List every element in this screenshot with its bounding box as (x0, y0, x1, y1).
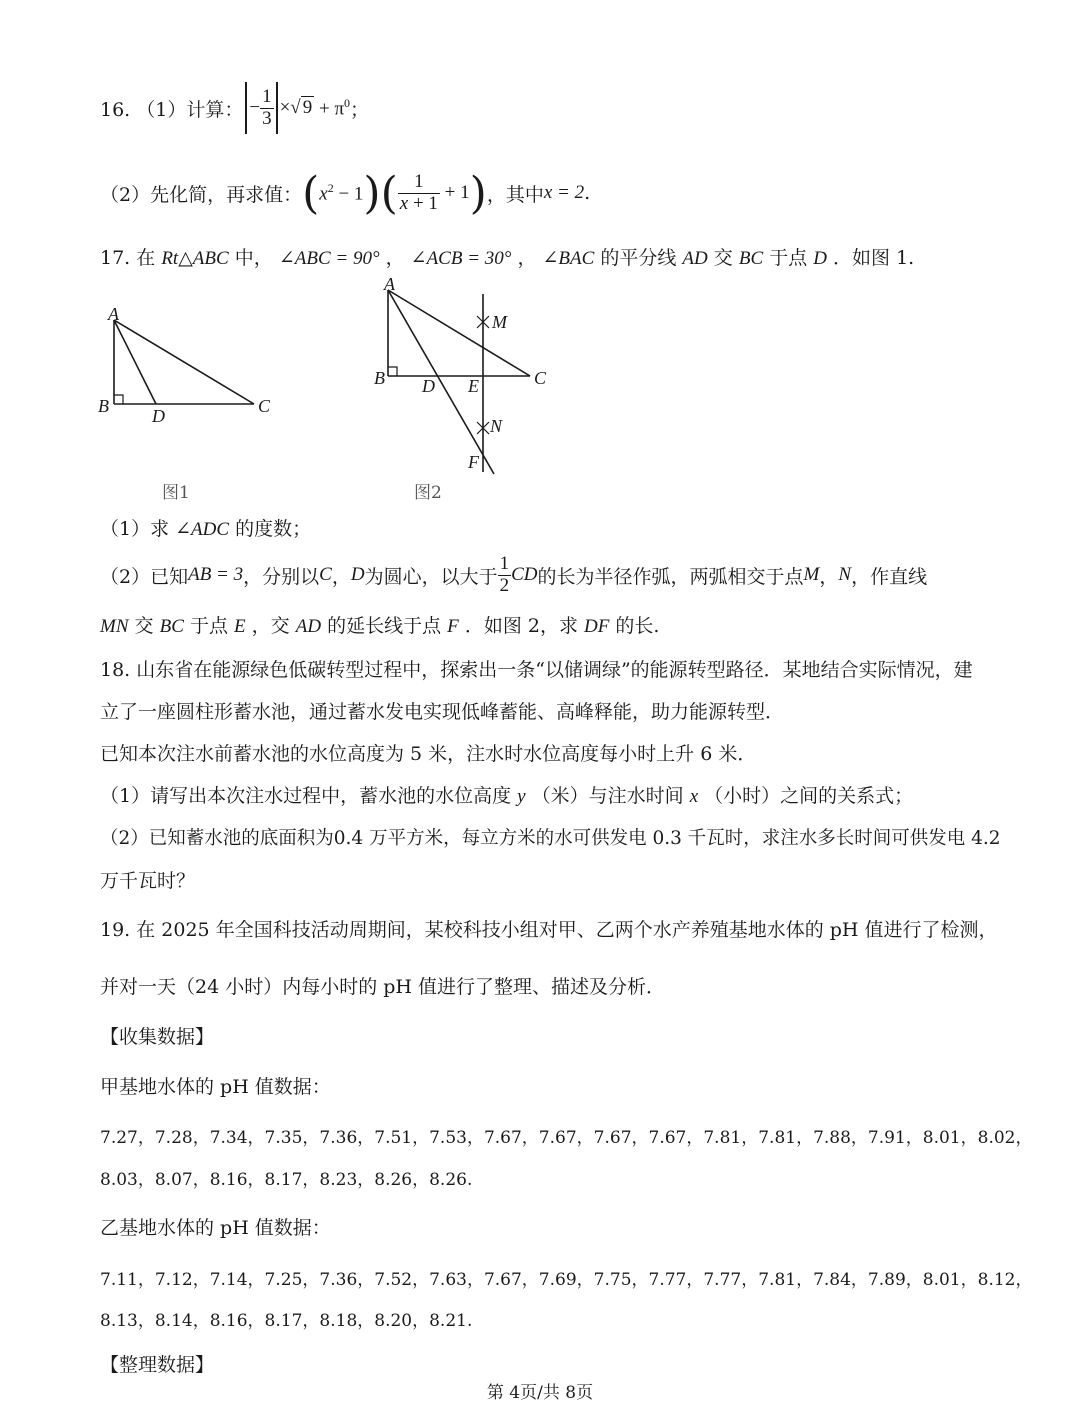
q17-point-m: M (803, 564, 820, 585)
page-footer: 第 4页/共 8页 (486, 1383, 594, 1403)
q18-line3: 已知本次注水前蓄水池的水位高度为 5 米，注水时水位高度每小时上升 6 米． (100, 743, 757, 765)
q17-part1-text: 的度数； (235, 518, 312, 540)
q17-ab-value: AB = 3 (188, 564, 244, 585)
q17-text: ， (517, 247, 537, 269)
q18-part2-line1: （2）已知蓄水池的底面积为0.4 万平方米，每立方米的水可供发电 0.3 千瓦时，求注水多长时间可供发电 4.2 (100, 828, 1001, 849)
q17-stem (100, 243, 914, 270)
q17-part1-text: （1）求 (100, 518, 170, 540)
q17-point-c: C (319, 564, 332, 585)
q17-part2-text: 交 (134, 615, 154, 637)
q17-part2-text: （2）已知 (100, 565, 189, 588)
q16-part2-tail: ，其中 (486, 183, 544, 206)
q17-point-e: E (234, 616, 246, 637)
q19-line2: 并对一天（24 小时）内每小时的 pH 值进行了整理、描述及分析． (100, 976, 666, 998)
label-m-2: M (492, 312, 507, 332)
label-f-2: F (468, 452, 479, 472)
label-n-2: N (490, 416, 503, 436)
q19-jia-title: 甲基地水体的 pH 值数据： (100, 1076, 331, 1098)
q18-part1 (100, 781, 913, 808)
q17-triangle: Rt△ABC (161, 248, 229, 269)
q18-part2-line2: 万千瓦时？ (100, 870, 196, 892)
q17-point-n: N (838, 564, 852, 585)
q17-bc: BC (738, 248, 764, 269)
x-squared-minus-one: $x^2 - 1$ (319, 180, 364, 205)
q17-segment-ad: AD (295, 616, 322, 637)
q16-condition: x = 2 (543, 182, 585, 203)
fraction-one-third: $\frac{1}{3}$ (262, 85, 272, 129)
q19-jia-data-1: 7.27，7.28，7.34，7.35，7.36，7.51，7.53，7.67，7.67，7.67，7.67，7.81，7.81，7.88，7.91，8.01，8.02， (100, 1128, 1033, 1148)
q17-part2-line1 (100, 546, 927, 604)
q17-part2-text: 于点 (189, 615, 228, 637)
q19-line1: 19. 在 2025 年全国科技活动周期间，某校科技小组对甲、乙两个水产养殖基地水体的 pH 值进行了检测， (100, 919, 998, 941)
q17-part2-line2 (100, 611, 659, 638)
q17-text: 中， (234, 247, 273, 269)
q17-text: 交 (713, 247, 733, 269)
paren-close-1: ) (363, 167, 381, 219)
figure-2 (374, 276, 547, 503)
paren-open-1: ( (302, 167, 320, 219)
q17-part2-text: 的长为半径作弧，两弧相交于点 (537, 565, 804, 588)
q18-var-x: x (689, 786, 699, 807)
q17-text: 17. 在 (100, 247, 156, 269)
q17-part2-text: ．如图 2，求 (464, 615, 578, 637)
label-b-2: B (374, 368, 385, 388)
q17-point-f: F (447, 616, 459, 637)
q17-part2-text: 为圆心，以大于 (364, 565, 498, 588)
q19-organize-heading: 【整理数据】 (100, 1354, 215, 1376)
q17-part2-text: 的延长线于点 (327, 615, 442, 637)
q19-yi-title: 乙基地水体的 pH 值数据： (100, 1217, 331, 1239)
abs-right-bar (276, 82, 278, 134)
label-b: B (98, 396, 109, 416)
q19-collect-heading: 【收集数据】 (100, 1026, 215, 1048)
q17-figures (90, 276, 650, 506)
q18-line2: 立了一座圆柱形蓄水池，通过蓄水发电实现低峰蓄能、高峰释能，助力能源转型． (100, 701, 785, 723)
q19-yi-data-1: 7.11，7.12，7.14，7.25，7.36，7.52，7.63，7.67，7.69，7.75，7.77，7.77，7.81，7.84，7.89，8.01，8.12， (100, 1270, 1033, 1290)
q17-segment-bc: BC (159, 616, 184, 637)
sqrt-nine: √ 9 (290, 97, 313, 118)
q18-part1-text: （小时）之间的关系式； (704, 785, 914, 807)
q17-part2-text: ，分别以 (243, 565, 320, 588)
q19-jia-data-2: 8.03，8.07，8.16，8.17，8.23，8.26，8.26. (100, 1170, 473, 1190)
q17-line-mn: MN (100, 616, 129, 637)
q17-part2-text: 的长. (615, 615, 660, 637)
label-c-2: C (534, 368, 547, 388)
q17-point-d: D (350, 564, 365, 585)
q16-part2-end: . (584, 182, 591, 204)
q18-line1: 18. 山东省在能源绿色低碳转型过程中，探索出一条“以储调绿”的能源转型路径．某地结合实际情况，建 (100, 659, 973, 681)
label-d-2: D (422, 376, 435, 396)
q16-part2 (100, 164, 590, 222)
q17-segment-df: DF (584, 616, 610, 637)
q17-text: ．如图 1. (833, 247, 915, 269)
fraction-half: $\frac{1}{2}$ (499, 552, 510, 596)
times-sign: × (279, 97, 291, 118)
fraction-one-over-x-plus-one: $\frac{1}{x + 1}$ (399, 170, 438, 214)
q18-var-y: y (517, 786, 526, 807)
q18-part1-text: （米）与注水时间 (531, 785, 684, 807)
minus-sign: − (249, 97, 261, 118)
paren-close-2: ) (469, 167, 487, 219)
q17-angle-adc: ∠ADC (175, 519, 230, 540)
q17-part2-text: ，交 (251, 615, 290, 637)
q16-part1-prefix: 16. （1）计算： (100, 98, 244, 121)
figure-1-caption: 图1 (162, 483, 190, 503)
label-e-2: E (468, 376, 479, 396)
right-angle-mark (114, 395, 123, 404)
label-a: A (108, 304, 119, 324)
q16-part1 (100, 80, 369, 136)
figure-2-caption: 图2 (414, 483, 442, 503)
q17-part2-text: ， (819, 565, 839, 588)
label-a-2: A (384, 276, 395, 294)
q18-part1-text: （1）请写出本次注水过程中，蓄水池的水位高度 (100, 785, 512, 807)
q17-segment-cd: CD (511, 564, 538, 585)
figure-1 (98, 304, 271, 503)
q17-ad: AD (682, 248, 708, 269)
segment-ac-2 (388, 290, 530, 376)
label-d: D (152, 406, 165, 426)
label-c: C (258, 396, 271, 416)
plus-pi-zero: + $\pi^0$ (314, 95, 351, 120)
paren-open-2: ( (380, 167, 398, 219)
q16-part1-tail: ； (350, 98, 370, 121)
q19-yi-data-2: 8.13，8.14，8.16，8.17，8.18，8.20，8.21. (100, 1311, 473, 1331)
q17-part2-text: ，作直线 (851, 565, 928, 588)
q16-part2-prefix: （2）先化简，再求值： (100, 183, 303, 206)
plus-one: + 1 (439, 182, 470, 203)
q17-text: 于点 (769, 247, 808, 269)
q17-text: ， (385, 247, 405, 269)
q17-angle-abc: ∠ABC = 90° (278, 248, 380, 269)
q17-part2-text: ， (331, 565, 351, 588)
abs-left-bar (245, 82, 247, 134)
q17-angle-acb: ∠ACB = 30° (410, 248, 512, 269)
q17-part1 (100, 514, 311, 541)
q17-d: D (813, 248, 827, 269)
right-angle-mark-2 (388, 367, 397, 376)
q17-text: 的平分线 (600, 247, 677, 269)
q17-angle-bac: ∠BAC (542, 248, 595, 269)
